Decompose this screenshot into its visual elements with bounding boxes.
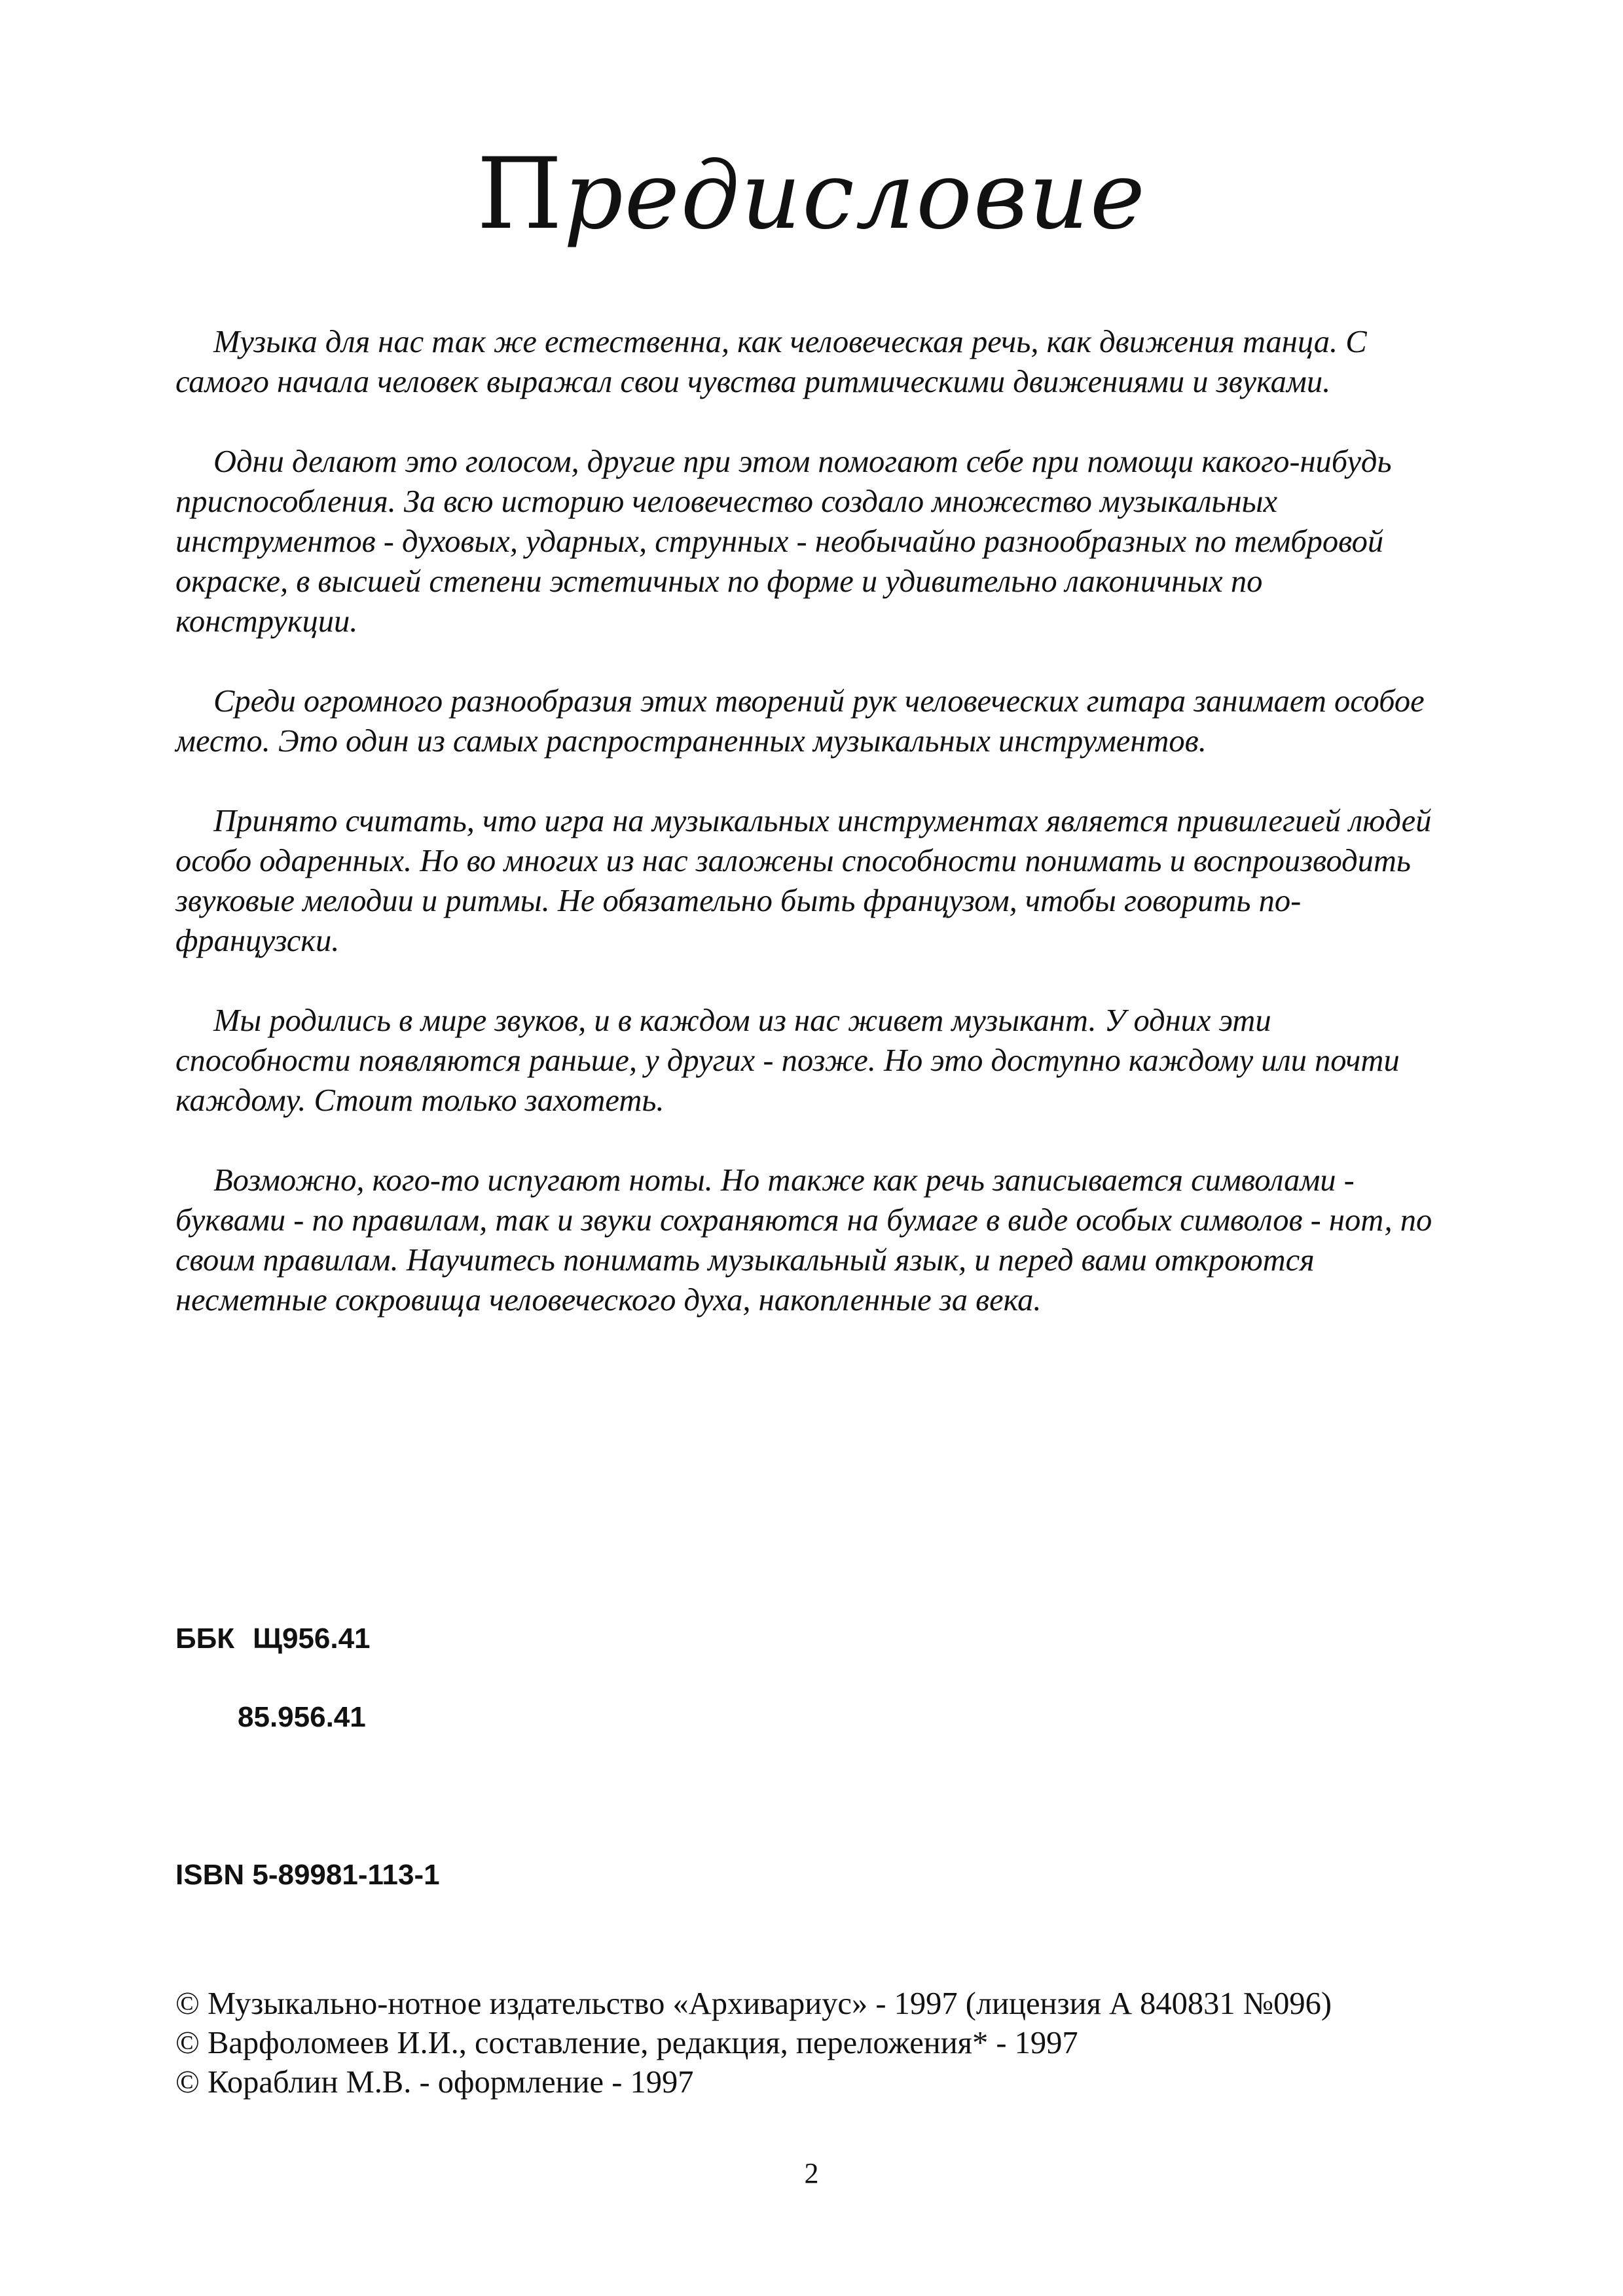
page-title bbox=[0, 137, 1623, 251]
bbk-code: Щ956.41 bbox=[253, 1623, 371, 1655]
preface-paragraph-1: Музыка для нас так же естественна, как человеческая речь, как движения танца. С самого начала человек выражал свои чувства ритмическими движениями и звуками. bbox=[175, 325, 1367, 399]
page-title-initial: П bbox=[477, 137, 564, 251]
preface-paragraph-2: Одни делают это голосом, другие при этом помогают себе при помощи какого-нибудь приспособления. За всю историю человечество создало множество музыкальных инструментов - духовых, ударных, струнных - необычайно разнообразных по тембровой окраске, в высшей степени эстетичных по форме и удивительно лаконичных по конструкции. bbox=[175, 444, 1392, 639]
copyright-publisher: © Музыкально-нотное издательство «Архивариус» - 1997 (лицензия А 840831 №096) bbox=[175, 1986, 1332, 2021]
bbk-label: ББК bbox=[175, 1623, 235, 1655]
preface-paragraph-6: Возможно, кого-то испугают ноты. Но также как речь записывается символами - буквами - по правилам, так и звуки сохраняются на бумаге в виде особых символов - нот, по своим правилам. Научитесь понимать музыкальный язык, и перед вами откроются несметные сокровища человеческого духа, накопленные за века. bbox=[175, 1163, 1432, 1318]
copyright-design: © Кораблин М.В. - оформление - 1997 bbox=[175, 2065, 694, 2100]
bbk-code-alt: 85.956.41 bbox=[238, 1701, 366, 1733]
copyright-editor: © Варфоломеев И.И., составление, редакция, переложения* - 1997 bbox=[175, 2026, 1078, 2060]
copyright-block bbox=[175, 1984, 1485, 2102]
isbn: ISBN 5-89981-113-1 bbox=[175, 1859, 440, 1891]
preface-paragraph-5: Мы родились в мире звуков, и в каждом из нас живет музыкант. У одних эти способности появляются раньше, у других - позже. Но это доступно каждому или почти каждому. Стоит только захотеть. bbox=[175, 1003, 1400, 1118]
preface-paragraph-4: Принято считать, что игра на музыкальных инструментах является привилегией людей особо одаренных. Но во многих из нас заложены способности понимать и воспроизводить звуковые мелодии и ритмы. Не обязательно быть французом, чтобы говорить по-французски. bbox=[175, 804, 1432, 958]
page-number: 2 bbox=[804, 2157, 819, 2189]
page-title-rest: редисловие bbox=[563, 142, 1146, 250]
preface-body bbox=[175, 322, 1452, 1360]
bbk-classification bbox=[175, 1624, 371, 1653]
preface-paragraph-3: Среди огромного разнообразия этих творений рук человеческих гитара занимает особое место. Это один из самых распространенных музыкальных инструментов. bbox=[175, 684, 1425, 759]
